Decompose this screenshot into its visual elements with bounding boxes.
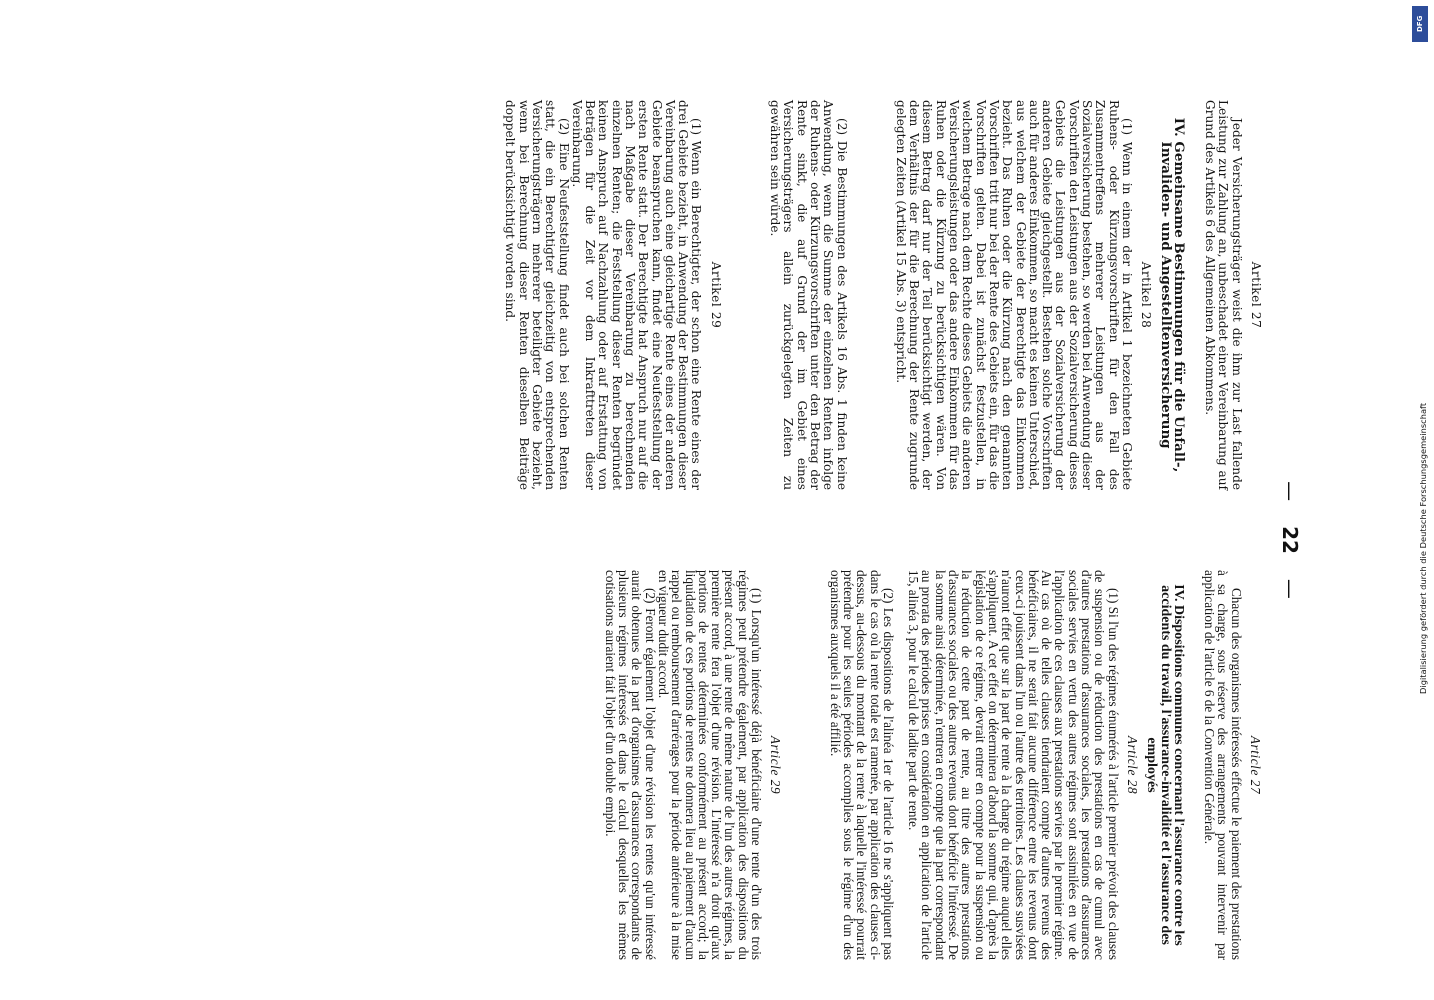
german-article-29-para-1: (1) Wenn ein Berechtigter, der schon eine Rente eines der drei Gebiete bezieht, in Anwendung der Bestimmungen dieser Vereinbarung auch eine gleichartige Rente eines der anderen Gebiete beanspruchen kann, findet eine Neufeststellung der ersten Rente statt. Der Berechtigte hat Anspruch nur auf die nach Maßgabe dieser Vereinbarung zu berechnenden einzelnen Renten; die Feststellung dieser Renten begründet keinen Anspruch auf Nachzahlung oder auf Erstattung von Beträgen für die Zeit vor dem Inkrafttreten dieser Vereinbarung. — [569, 100, 704, 490]
rotated-page-content — [110, 90, 1310, 990]
french-section-heading: IV. Dispositions communes concernant l'assurance contre les accidents du travail, l'assurance-invalidité et l'assurance des employés — [1144, 584, 1186, 946]
german-article-29-title: Artikel 29 — [708, 261, 723, 329]
french-article-27-title: Article 27 — [1248, 735, 1263, 795]
french-article-29-para-2: (2) Feront également l'objet d'une révision les rentes qu'un intéressé aurait obtenues de la part d'organismes d'assurances correspondants de plusieurs régimes intéressés et dans le calcul desquelles les mêmes cotisations auraient fait l'objet d'un double emploi. — [602, 570, 658, 960]
german-article-29-para-2: (2) Eine Neufeststellung findet auch bei solchen Renten statt, die ein Berechtigter gleichzeitig von entsprechenden Versicherungsträgern mehrerer beteiligter Gebiete bezieht, wenn bei Berechnung dieser Renten dieselben Beiträge doppelt berücksichtigt worden sind. — [503, 100, 571, 490]
french-article-28-para-2: (2) Les dispositions de l'alinéa 1er de l'article 16 ne s'appliquent pas dans le cas où la rente totale est ramenée, par application des clauses ci-dessus, au-dessous du montant de la rente à laquelle l'intéressé pourrait prétendre pour les seules périodes accomplies sous le régime d'un des organismes auxquels il a été affilié. — [827, 570, 896, 960]
french-article-27-text: Chacun des organismes intéressés effectue le paiement des prestations à sa charge, sous réserve des arrangements pouvant intervenir par application de l'article 6 de la Convention Générale. — [1202, 570, 1244, 960]
page-number-value: 22 — [1278, 526, 1302, 554]
french-article-28-para-1: (1) Si l'un des régimes énumérés à l'article premier prévoit des clauses de suspension ou de réduction des prestations en cas de cumul avec d'autres prestations d'assurances sociales, les prestations d'assurances sociales servies en vertu des autres régimes sont assimilées en vue de l'application de ces clauses aux prestations servies par le premier régime. Au cas où de telles clauses tiendraient compte d'autres revenus des bénéficiaires, il ne serait fait aucune différence entre les revenus dont ceux-ci jouissent dans l'un ou l'autre des territoires. Les clauses susvisées n'auront effet que sur la part de rente à la charge du régime auquel elles s'appliquent. A cet effet on déterminera d'abord la somme qui, d'après la législation de ce régime, devrait entrer en compte pour la suspension ou la réduction de cette part de rente, au titre des autres prestations d'assurances sociales ou des autres revenus dont bénéficie l'intéressé. De la somme ainsi déterminée, n'entrera en compte que la part correspondant au prorata des périodes prises en considération en application de l'article 15, alinéa 3, pour le calcul de ladite part de rente. — [906, 570, 1121, 960]
german-column — [503, 100, 1262, 490]
german-article-27-text: Jeder Versicherungsträger weist die ihm zur Last fallende Leistung zur Zahlung an, unbeschadet einer Vereinbarung auf Grund des Artikels 6 des Allgemeinen Abkommens. — [1203, 100, 1244, 490]
french-column — [604, 570, 1262, 960]
german-article-27-title: Artikel 27 — [1249, 261, 1263, 329]
german-section-heading: IV. Gemeinsame Bestimmungen für die Unfall-, Invaliden- und Angestelltenversicherung — [1157, 117, 1187, 473]
digitization-note: Digitalisierung gefördert durch die Deutsche Forschungsgemeinschaft — [1418, 402, 1428, 694]
german-article-28-para-2: (2) Die Bestimmungen des Artikels 16 Abs. 1 finden keine Anwendung, wenn die Summe der einzelnen Renten infolge der Ruhens- oder Kürzungsvorschriften unter den Betrag der Rente sinkt, die auf Grund der im Gebiet eines Versicherungsträgers allein zurückgelegten Zeiten zu gewähren sein würde. — [768, 100, 849, 490]
dfg-logo: DFG — [1412, 6, 1428, 42]
french-article-29-title: Article 29 — [768, 735, 784, 795]
french-article-28-title: Article 28 — [1124, 735, 1140, 795]
german-article-28-title: Artikel 28 — [1139, 261, 1154, 329]
page-number: — 22 — — [1278, 481, 1302, 599]
french-article-29-para-1: (1) Lorsqu'un intéressé déjà bénéficiaire d'une rente d'un des trois régimes peut prétendre également, par application des dispositions du présent accord, à une rente de même nature de l'un des autres régimes, la première rente fera l'objet d'une révision. L'intéressé n'a droit qu'aux portions de rentes déterminées conformément au présent accord; la liquidation de ces portions de rentes ne donnera lieu au paiement d'aucun rappel ou remboursement d'arrérages pour la période antérieure à la mise en vigueur dudit accord. — [656, 570, 765, 960]
german-article-28-para-1: (1) Wenn in einem der in Artikel 1 bezeichneten Gebiete Ruhens- oder Kürzungsvorschriften für den Fall des Zusammentreffens mehrerer Leistungen aus der Sozialversicherung bestehen, so werden bei Anwendung dieser Vorschriften den Leistungen aus der Sozialversicherung dieses Gebiets die Leistungen aus der Sozialversicherung der anderen Gebiete gleichgestellt. Bestehen solche Vorschriften auch für anderes Einkommen, so macht es keinen Unterschied, aus welchem der Gebiete der Berechtigte das Einkommen bezieht. Das Ruhen oder die Kürzung nach den genannten Vorschriften tritt nur bei der Rente des Gebiets ein, für das die Vorschriften gelten. Dabei ist zunächst festzustellen, in welchem Betrage nach dem Rechte dieses Gebiets die anderen Versicherungsleistungen oder das andere Einkommen für das Ruhen oder die Kürzung zu berücksichtigen wären. Von diesem Betrag darf nur der Teil berücksichtigt werden, der dem Verhältnis der für die Berechnung der Rente zugrunde gelegten Zeiten (Artikel 15 Abs. 3) entspricht. — [893, 100, 1134, 490]
